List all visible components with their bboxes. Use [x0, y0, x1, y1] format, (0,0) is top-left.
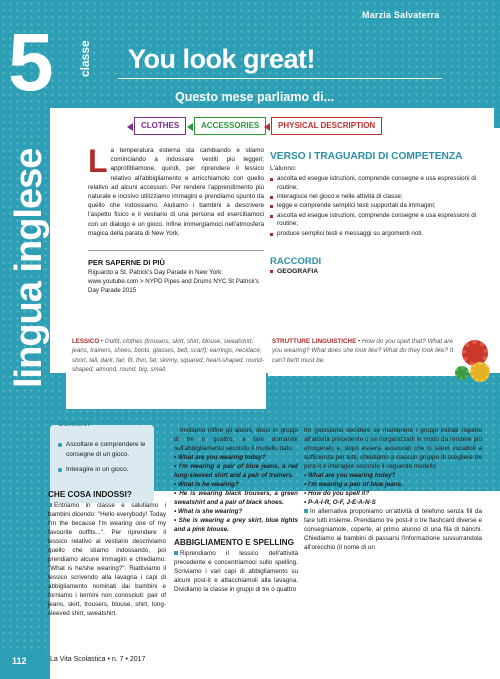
- tag-label: CLOTHES: [141, 121, 180, 130]
- dialogue-line: • What is he wearing?: [174, 481, 239, 488]
- dialogue-text: He is wearing black trousers, a green sweatshirt and a pair of black shoes.: [174, 490, 298, 506]
- objectives-heading: Obiettivi: [58, 419, 91, 428]
- competences-heading: VERSO I TRAGUARDI DI COMPETENZA: [270, 151, 463, 162]
- links-item: GEOGRAFIA: [270, 268, 318, 275]
- structures-body: How do you spell that? What are you wearing? What does she look like? What do they look like? It can't be!It must be.: [272, 338, 454, 364]
- dialogue-text: What is he wearing?: [177, 481, 239, 488]
- dialogue-line: • I'm wearing a pair of blue jeans, a red long-sleeved shirt and a pair of trainers.: [174, 463, 298, 479]
- page-number: 112: [12, 656, 27, 666]
- list-item: ascolta ed esegue istruzioni, comprende consegne e usa espressioni di routine;: [270, 175, 486, 193]
- tag-label: PHYSICAL DESCRIPTION: [278, 121, 376, 130]
- section-heading: CHE COSA INDOSSI?: [48, 490, 132, 499]
- col1-body: Entriamo in classe e salutiamo i bambini dicendo: "Hello everybody! Today I'm the because I'm wearing one of my favourite outfits...". Per riprendere il lessico relativo al vestiario descriviamo quello che stiamo indossando, poi prendiamo alcune immagini e chiediamo: "What is he/she wearing?". Riattiviamo il lessico scrivendo alla lavagna i capi di abbigliamento nominati dai bambini e forniamo i termini non conosciuti: pair of jeans, skirt, trousers, blouse, shirt, long-sleeved shirt, sweatshirt.: [48, 502, 166, 617]
- dialogue-text: P-A-I-R, O-F, J-E-A-N-S: [307, 499, 376, 506]
- dialogue-line: • What are you wearing today?: [304, 472, 396, 479]
- gear-icon: [470, 362, 490, 382]
- intro-paragraph: [88, 143, 264, 238]
- links-heading: RACCORDI: [270, 256, 322, 267]
- square-bullet-icon: [174, 551, 178, 555]
- dialogue-line: • I'm wearing a pair of blue jeans.: [304, 481, 403, 488]
- learn-more-body[interactable]: Riguardo a St. Patrick's Day Parade in New York: www.youtube.com > NYPD Pipes and Drums NYC St Patrick's Day Parade 2015: [88, 269, 259, 294]
- list-item: Interagire in un gioco.: [58, 465, 150, 475]
- tag-accessories: [194, 117, 266, 135]
- list-item: ascolta ed esegue istruzioni, comprende consegne e usa espressioni di routine;: [270, 212, 486, 230]
- dialogue-line: • What are you wearing today?: [174, 454, 266, 461]
- square-bullet-icon: [304, 509, 308, 513]
- dialogue-text: I'm wearing a pair of blue jeans, a red long-sleeved shirt and a pair of trainers.: [174, 463, 298, 479]
- col2-body: Riprendiamo il lessico dell'attività precedente e concentriamoci sullo spelling. Scriviamo i vari capi di abbigliamento su alcuni post-it e attacchiamoli alla lavagna. Dividiamo la classe in gruppi di tre o quattro: [174, 550, 298, 593]
- lexicon-body: Outfit, clothes (trousers, skirt, shirt, blouse, sweatshirt, jeans, trainers, shoes, boots, glasses, belt, scarf); earrings, necklace; short, tall, dark, fair, fit, thin, fat, skinny, squared, heart-shaped, round-shaped; almond, round, big, small.: [72, 338, 264, 374]
- section-text: [48, 501, 166, 618]
- lexicon-text: LESSICO • Outfit, clothes (trousers, skirt, shirt, blouse, sweatshirt, jeans, trainers, shoes, boots, glasses, belt, scarf); earrings, necklace; short, tall, dark, fair, fit, thin, fat, skinny, squared, heart-shaped, round-shaped; almond, round, big, small.: [72, 338, 264, 374]
- dialogue-line: • She is wearing a grey skirt, blue tights and a pink blouse.: [174, 517, 298, 533]
- section-text: [174, 426, 298, 453]
- square-bullet-icon: [174, 428, 178, 432]
- dialogue-text: What are you wearing today?: [307, 472, 396, 479]
- learn-more-text: [88, 268, 264, 295]
- author-name: Marzia Salvaterra: [362, 10, 440, 20]
- intro-text: a temperatura esterna sta cambiando e stiamo cominciando a indossare vestiti più leggeri; approfittiamone, quindi, per riprendere il lessico relativo all'abbigliamento e arricchiamolo con quello relativo ad alcuni accessori. Per rendere l'apprendimento più naturale e incisivo utilizziamo immagini e prendiamo spunto da quello che indossiamo. Aiutiamo i bambini a descrivere l'aspetto fisico e il vestiario di una persona ed esercitiamoci con un dialogo e un gioco. Infine immergiamoci nell'atmosfera magica della parata di New York.: [88, 147, 264, 237]
- dialogue-text: I'm wearing a pair of blue jeans.: [307, 481, 403, 488]
- dialogue-text: What is she wearing?: [177, 508, 243, 515]
- section-heading: ABBIGLIAMENTO E SPELLING: [174, 538, 294, 547]
- square-bullet-icon: [48, 503, 52, 507]
- drop-cap: L: [88, 143, 108, 179]
- grade-word: classe: [78, 40, 92, 78]
- grade-number: 5: [8, 17, 54, 108]
- section-text: tro (possiamo decidere se mantenere i gruppi iniziati rispetto all'attività precedente o se riorganizzarli in modo da rendere più omogenei) e, dopo essersi assicurati che ci siano vocaboli a sufficienza per tutti, chiediamo a ciascun gruppo di scegliere tre post-it e interagire secondo il seguente modello.: [304, 427, 482, 470]
- section-text: [304, 507, 482, 552]
- subject-label: lingua inglese: [8, 148, 50, 388]
- lexicon-label: LESSICO: [72, 338, 100, 345]
- intro-divider: [88, 250, 264, 251]
- title-divider: [118, 78, 442, 79]
- dialogue-line: • How do you spell it?: [304, 490, 370, 497]
- dialogue-line: • He is wearing black trousers, a green sweatshirt and a pair of black shoes.: [174, 490, 298, 506]
- structures-label: STRUTTURE LINGUISTICHE: [272, 338, 357, 345]
- list-item: produce semplici testi e messaggi su argomenti noti.: [270, 230, 486, 239]
- column-1: [48, 490, 166, 618]
- dialogue-text: What are you wearing today?: [177, 454, 266, 461]
- column-2: [174, 426, 298, 594]
- topic-heading: Questo mese parliamo di...: [175, 90, 335, 104]
- list-item: Ascoltare e comprendere le consegne di un gioco.: [58, 440, 150, 459]
- dialogue-line: • P-A-I-R, O-F, J-E-A-N-S: [304, 499, 376, 506]
- col2-intro: Invitiamo infine gli alunni, divisi in gruppi di tre o quattro, a fare domande sull'abbigliamento secondo il modello dato:: [174, 427, 298, 452]
- competences-list: [270, 175, 486, 239]
- column-3: [304, 426, 482, 552]
- competences-intro: L'alunno:: [270, 165, 297, 172]
- list-item: interagisce nel gioco e nelle attività di classe;: [270, 193, 486, 202]
- dialogue-text: She is wearing a grey skirt, blue tights and a pink blouse.: [174, 517, 298, 533]
- dialogue-line: • What is she wearing?: [174, 508, 243, 515]
- page-title: You look great!: [128, 44, 316, 74]
- tag-clothes: [134, 117, 186, 135]
- section-text: [174, 549, 298, 594]
- list-item: legge e comprende semplici testi supportati da immagini;: [270, 202, 486, 211]
- col3-body: In alternativa proponiamo un'attività di telefono senza fili da fare tutti insieme. Prendiamo tre post-it o tre flashcard diverse e consegniamole, coperte, al primo alunno di una fila di banchi. Chiediamo ai bambini di passarsi l'informazione sussurrandola all'orecchio (il nome di un: [304, 508, 482, 551]
- tag-physical-description: [271, 117, 382, 135]
- gear-icon: [455, 366, 469, 380]
- magazine-footer: La Vita Scolastica • n. 7 • 2017: [50, 656, 146, 663]
- learn-more-heading: PER SAPERNE DI PIÙ: [88, 258, 165, 267]
- tag-label: ACCESSORIES: [201, 121, 260, 130]
- objectives-list: [58, 440, 150, 481]
- dialogue-text: How do you spell it?: [307, 490, 370, 497]
- structures-text: STRUTTURE LINGUISTICHE • How do you spell that? What are you wearing? What does she look like? What do they look like? It can't be!It must be.: [272, 338, 454, 364]
